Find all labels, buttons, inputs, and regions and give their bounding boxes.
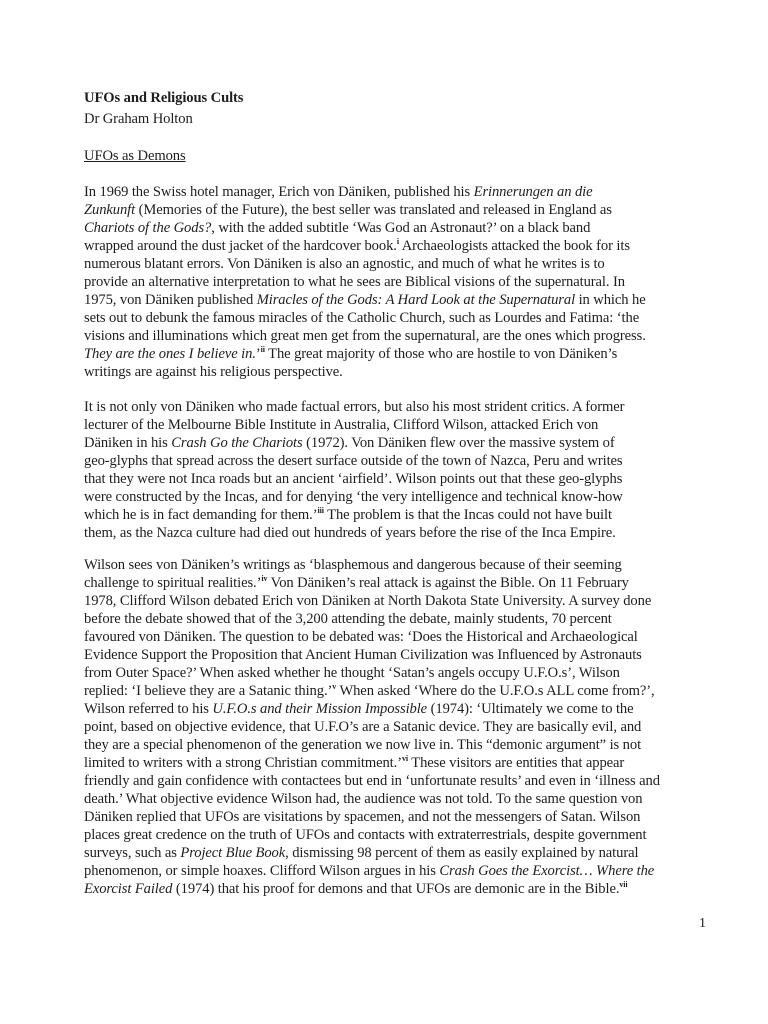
paragraph-1-line bbox=[84, 255, 605, 273]
paragraph-2-line bbox=[84, 434, 615, 452]
text-run: Von Däniken’s real attack is against the Bible. On 11 February bbox=[267, 575, 629, 591]
text-run: 1978, Clifford Wilson debated Erich von Däniken at North Dakota State University. A survey done bbox=[84, 593, 652, 609]
text-run: were constructed by the Incas, and for denying ‘the very intelligence and technical know-how bbox=[84, 489, 623, 505]
paragraph-3-line bbox=[84, 610, 612, 628]
text-run: friendly and gain confidence with contactees but end in ‘unfortunate results’ and even in ‘illness and bbox=[84, 773, 660, 789]
text-run: The problem is that the Incas could not have built bbox=[323, 507, 612, 523]
paragraph-3-line bbox=[84, 772, 660, 790]
section-heading: UFOs as Demons bbox=[84, 148, 186, 164]
italic-title: Zunkunft bbox=[84, 202, 136, 218]
text-run: ’ bbox=[255, 346, 261, 362]
paragraph-2-line bbox=[84, 416, 598, 434]
italic-title: They are the ones I believe in. bbox=[84, 346, 256, 362]
italic-title: Project Blue Book bbox=[180, 845, 286, 861]
paragraph-3-line bbox=[84, 646, 642, 664]
paragraph-3-line bbox=[84, 844, 638, 862]
text-run: writings are against his religious perspective. bbox=[84, 364, 343, 380]
text-run: These visitors are entities that appear bbox=[407, 755, 625, 771]
paragraph-1-line bbox=[84, 219, 590, 237]
text-run: limited to writers with a strong Christian commitment.’ bbox=[84, 755, 402, 771]
italic-title: Crash Go the Chariots bbox=[171, 435, 303, 451]
paragraph-1-line bbox=[84, 291, 646, 309]
footnote-ref: v bbox=[332, 682, 337, 691]
text-run: The great majority of those who are hostile to von Däniken’s bbox=[264, 346, 618, 362]
italic-title: Erinnerungen an die bbox=[473, 184, 593, 200]
text-run: Däniken replied that UFOs are visitations by spacemen, and not the messengers of Satan. Wilson bbox=[84, 809, 641, 825]
text-run: them, as the Nazca culture had died out hundreds of years before the rise of the Inca Empire. bbox=[84, 525, 616, 541]
text-run: wrapped around the dust jacket of the hardcover book. bbox=[84, 238, 397, 254]
paragraph-3-line bbox=[84, 556, 622, 574]
italic-title: Exorcist Failed bbox=[84, 881, 173, 897]
paragraph-1-line bbox=[84, 345, 617, 363]
paragraph-1-line bbox=[84, 309, 639, 327]
text-run: geo-glyphs that spread across the desert surface outside of the town of Nazca, Peru and writes bbox=[84, 453, 623, 469]
text-run: (1972). Von Däniken flew over the massive system of bbox=[302, 435, 615, 451]
text-run: provide an alternative interpretation to what he sees are Biblical visions of the supernatural. In bbox=[84, 274, 625, 290]
paragraph-1-line bbox=[84, 273, 625, 291]
text-run: Wilson sees von Däniken’s writings as ‘blasphemous and dangerous because of their seeming bbox=[84, 557, 622, 573]
paragraph-3-line bbox=[84, 682, 655, 700]
paragraph-3-line bbox=[84, 880, 628, 898]
text-run: , with the added subtitle ‘Was God an Astronaut?’ on a black band bbox=[211, 220, 591, 236]
text-run: point, based on objective evidence, that U.F.O’s are a Satanic device. They are basically evil, and bbox=[84, 719, 642, 735]
text-run: in which he bbox=[575, 292, 646, 308]
paragraph-3-line bbox=[84, 862, 654, 880]
text-run: favoured von Däniken. The question to be debated was: ‘Does the Historical and Archaeological bbox=[84, 629, 638, 645]
paragraph-1-line bbox=[84, 237, 630, 255]
paragraph-1-line bbox=[84, 327, 646, 345]
paragraph-2-line bbox=[84, 398, 624, 416]
text-run: In 1969 the Swiss hotel manager, Erich von Däniken, published his bbox=[84, 184, 474, 200]
paragraph-2-line bbox=[84, 524, 616, 542]
document-title: UFOs and Religious Cults bbox=[84, 90, 244, 106]
paragraph-3-line bbox=[84, 826, 646, 844]
text-run: replied: ‘I believe they are a Satanic thing.’ bbox=[84, 683, 333, 699]
paragraph-3-line bbox=[84, 700, 634, 718]
text-run: Däniken in his bbox=[84, 435, 172, 451]
text-run: that they were not Inca roads but an ancient ‘airfield’. Wilson points out that these geo-glyphs bbox=[84, 471, 623, 487]
paragraph-2-line bbox=[84, 470, 622, 488]
text-run: lecturer of the Melbourne Bible Institute in Australia, Clifford Wilson, attacked Erich von bbox=[84, 417, 599, 433]
text-run: challenge to spiritual realities.’ bbox=[84, 575, 262, 591]
paragraph-3-line bbox=[84, 790, 642, 808]
text-run: (1974) that his proof for demons and that UFOs are demonic are in the Bible. bbox=[172, 881, 620, 897]
text-run: death.’ What objective evidence Wilson had, the audience was not told. To the same question von bbox=[84, 791, 643, 807]
text-run: Archaeologists attacked the book for its bbox=[398, 238, 630, 254]
author-name: Dr Graham Holton bbox=[84, 111, 193, 127]
italic-title: U.F.O.s and their Mission Impossible bbox=[212, 701, 428, 717]
text-run: from Outer Space?’ When asked whether he thought ‘Satan’s angels occupy U.F.O.s’, Wilson bbox=[84, 665, 620, 681]
paragraph-3-line bbox=[84, 574, 629, 592]
paragraph-3-line bbox=[84, 592, 651, 610]
text-run: (1974): ‘Ultimately we come to the bbox=[427, 701, 634, 717]
text-run: Evidence Support the Proposition that Ancient Human Civilization was Influenced by Astronauts bbox=[84, 647, 642, 663]
text-run: 1975, von Däniken published bbox=[84, 292, 257, 308]
footnote-ref: iii bbox=[317, 506, 324, 515]
text-run: It is not only von Däniken who made factual errors, but also his most strident critics. A former bbox=[84, 399, 625, 415]
text-run: places great credence on the truth of UFOs and contacts with extraterrestrials, despite government bbox=[84, 827, 647, 843]
text-run: phenomenon, or simple hoaxes. Clifford Wilson argues in his bbox=[84, 863, 440, 879]
paragraph-3-line bbox=[84, 754, 624, 772]
footnote-ref: vii bbox=[619, 880, 628, 889]
italic-title: Miracles of the Gods: A Hard Look at the Supernatural bbox=[256, 292, 576, 308]
text-run: , dismissing 98 percent of them as easily explained by natural bbox=[285, 845, 639, 861]
paragraph-3-line bbox=[84, 664, 620, 682]
footnote-ref: vi bbox=[401, 754, 408, 763]
paragraph-3-line bbox=[84, 808, 640, 826]
paragraph-3-line bbox=[84, 736, 641, 754]
paragraph-3-line bbox=[84, 628, 638, 646]
paragraph-1-line bbox=[84, 201, 612, 219]
text-run: which he is in fact demanding for them.’ bbox=[84, 507, 318, 523]
text-run: Wilson referred to his bbox=[84, 701, 213, 717]
text-run: When asked ‘Where do the U.F.O.s ALL come from?’, bbox=[336, 683, 655, 699]
paragraph-1-line bbox=[84, 183, 593, 201]
text-run: visions and illuminations which great men get from the supernatural, are the ones which progress. bbox=[84, 328, 646, 344]
text-run: surveys, such as bbox=[84, 845, 181, 861]
footnote-ref: i bbox=[396, 237, 399, 246]
paragraph-1-line bbox=[84, 363, 343, 381]
italic-title: Crash Goes the Exorcist… Where the bbox=[439, 863, 655, 879]
footnote-ref: iv bbox=[261, 574, 268, 583]
text-run: numerous blatant errors. Von Däniken is also an agnostic, and much of what he writes is to bbox=[84, 256, 605, 272]
paragraph-2-line bbox=[84, 506, 612, 524]
text-run: before the debate showed that of the 3,200 attending the debate, mainly students, 70 percent bbox=[84, 611, 612, 627]
text-run: (Memories of the Future), the best seller was translated and released in England as bbox=[135, 202, 612, 218]
footnote-ref: ii bbox=[260, 345, 265, 354]
text-run: sets out to debunk the famous miracles of the Catholic Church, such as Lourdes and Fatima: ‘the bbox=[84, 310, 640, 326]
text-run: they are a special phenomenon of the generation we now live in. This “demonic argument” is not bbox=[84, 737, 642, 753]
page-number: 1 bbox=[699, 916, 706, 931]
paragraph-3-line bbox=[84, 718, 641, 736]
paragraph-2-line bbox=[84, 452, 623, 470]
paragraph-2-line bbox=[84, 488, 623, 506]
italic-title: Chariots of the Gods? bbox=[84, 220, 212, 236]
